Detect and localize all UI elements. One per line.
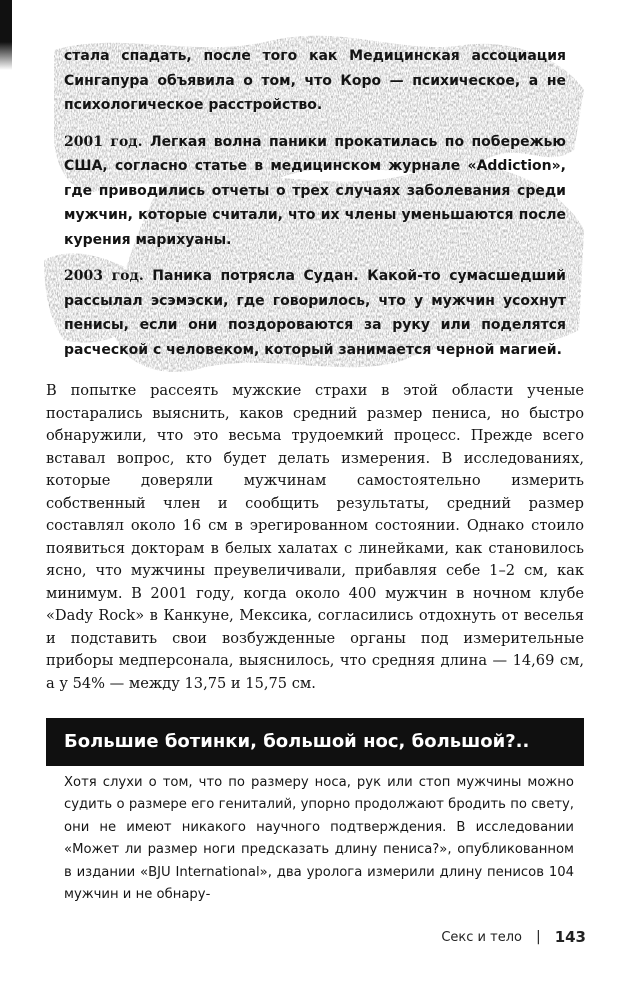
history-sidebar bbox=[50, 30, 580, 370]
sidebar-entry bbox=[64, 264, 566, 362]
sidebar-entry-year: 2001 год. bbox=[64, 133, 143, 150]
main-paragraph: В попытке рассеять мужские страхи в этой области ученые постарались выяснить, каков средний размер пениса, но быстро обнаружили, что это весьма трудоемкий процесс. Прежде всего вставал вопрос, кто будет делать измерения. В исследованиях, которые доверяли мужчинам самостоятельно измерить собственный член и сообщить результаты, средний размер составлял около 16 см в эрегированном состоянии. Однако стоило появиться докторам в белых халатах с линейками, как становилось ясно, что мужчины преувеличивали, прибавляя себе 1–2 см, как минимум. В 2001 году, когда около 400 мужчин в ночном клубе «Dady Rock» в Канкуне, Мексика, согласились отдохнуть от веселья и подставить свои возбужденные органы под измерительные приборы медперсонала, выяснилось, что средняя длина — 14,69 см, а у 54% — между 13,75 и 15,75 см. bbox=[46, 382, 584, 692]
page-number: 143 bbox=[554, 928, 586, 946]
section-heading: Большие ботинки, большой нос, большой?.. bbox=[46, 718, 584, 766]
page-spine-shadow bbox=[0, 0, 12, 70]
sidebar-entry bbox=[64, 44, 566, 118]
sidebar-entry bbox=[64, 130, 566, 253]
sidebar-entries bbox=[64, 44, 566, 374]
sidebar-entry-text: Легкая волна паники прокатилась по побережью США, согласно статье в медицинском журнале «Addiction», где приводились отчеты о трех случаях заболевания среди мужчин, которые считали, что их члены уменьшаются после курения марихуаны. bbox=[64, 133, 566, 248]
footer-separator: | bbox=[535, 929, 541, 945]
box-paragraph: Хотя слухи о том, что по размеру носа, рук или стоп мужчины можно судить о размере его гениталий, упорно продолжают бродить по свету, они не имеют никакого научного подтверждения. В исследовании «Может ли размер ноги предсказать длину пениса?», опубликованном в издании «BJU International», два уролога измерили длину пенисов 104 мужчин и не обнару- bbox=[64, 775, 574, 903]
sidebar-entry-year: 2003 год. bbox=[64, 268, 144, 284]
sidebar-entry-text: стала спадать, после того как Медицинская ассоциация Сингапура объявила о том, что Коро — психическое, а не психологическое расстройство. bbox=[64, 48, 566, 113]
page-footer bbox=[441, 928, 586, 946]
running-section-title: Секс и тело bbox=[441, 929, 522, 945]
sidebar-entry-text: Паника потрясла Судан. Какой-то сумасшедший рассылал эсэмэски, где говорилось, что у мужчин усохнут пенисы, если они поздороваются за руку или поделятся расческой с человеком, который занимается черной магией. bbox=[64, 268, 566, 358]
